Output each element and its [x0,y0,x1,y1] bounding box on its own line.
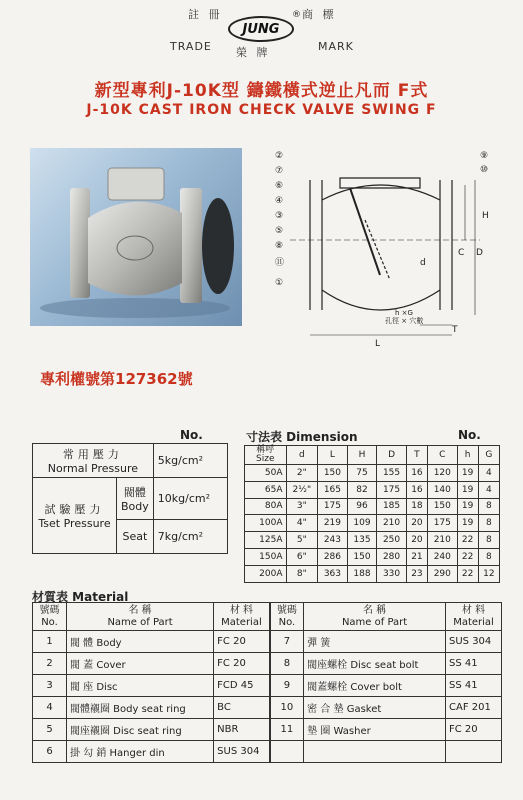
material-header-row [33,603,502,631]
header-H: H [347,446,377,465]
dimension-cell: 109 [347,515,377,532]
dimension-cell: 150 [318,465,348,482]
dim-H: H [482,211,489,221]
dimension-cell: 150 [428,498,458,515]
part-name: 閥 蓋 Cover [67,653,214,675]
dimension-cell: 250 [377,532,407,549]
material-row [33,631,502,653]
part-number: 7 [270,631,304,653]
hdr-mat-left: 材 料 Material [214,603,270,631]
dimension-cell: 4" [286,515,318,532]
material-row [33,675,502,697]
title-english: J-10K CAST IRON CHECK VALVE SWING F [86,102,437,118]
hdr-mat-right: 材 料 Material [446,603,502,631]
callout-5: ⑤ [275,226,284,236]
dimension-cell: 188 [347,565,377,582]
dim-hG: h ×G [395,309,413,317]
part-material: CAF 201 [446,697,502,719]
dimension-cell: 22 [457,532,478,549]
header-L: L [318,446,348,465]
registered-cn: 註 冊 [188,8,223,21]
hdr-no-right: 號碼 No. [270,603,304,631]
callout-3: ③ [275,211,284,221]
size-header: 稱呼 Size [245,446,287,465]
dimension-cell: 240 [428,548,458,565]
size-cell: 125A [245,532,287,549]
dimension-row [245,565,500,582]
seat-label: Seat [117,520,154,554]
dimension-cell: 210 [377,515,407,532]
patent-number: 專利權號第127362號 [40,370,193,388]
dimension-cell: 2" [286,465,318,482]
dimension-cell: 4 [478,465,499,482]
part-material: SUS 304 [214,741,270,763]
part-name: 閥座襯圈 Disc seat ring [67,719,214,741]
callout-8: ⑧ [275,241,284,251]
material-rows [33,631,502,763]
dimension-cell: 175 [428,515,458,532]
dimension-no-label: No. [458,428,481,442]
pressure-table [32,443,228,554]
dimension-table [244,445,500,583]
dimension-cell: 19 [457,465,478,482]
dimension-cell: 75 [347,465,377,482]
dimension-cell: 8" [286,565,318,582]
hdr-name-right: 名 稱 Name of Part [304,603,446,631]
part-name: 密 合 墊 Gasket [304,697,446,719]
dim-hole: 孔徑 × 穴數 [385,317,424,325]
header-T: T [406,446,427,465]
pressure-no-label: No. [180,428,203,442]
callout-2: ② [275,151,284,161]
header-C: C [428,446,458,465]
dimension-cell: 4 [478,481,499,498]
part-number: 10 [270,697,304,719]
dimension-cell: 82 [347,481,377,498]
callout-4: ④ [275,196,284,206]
callout-10: ⑩ [480,165,489,175]
hdr-name-left: 名 稱 Name of Part [67,603,214,631]
dimension-cell: 22 [457,548,478,565]
trademark-cn: 商 標 [302,8,337,21]
dim-d: d [420,258,426,268]
dimension-cell: 12 [478,565,499,582]
header-D: D [377,446,407,465]
part-name: 墊 圈 Washer [304,719,446,741]
dimension-cell: 5" [286,532,318,549]
dimension-cell: 286 [318,548,348,565]
dimension-cell: 135 [347,532,377,549]
dimension-cell: 8 [478,498,499,515]
title-chinese: 新型專利J-10K型 鑄鐵橫式逆止凡而 F式 [94,81,429,101]
dimension-cell: 219 [318,515,348,532]
dimension-cell: 2½" [286,481,318,498]
part-material: NBR [214,719,270,741]
dimension-cell: 19 [457,515,478,532]
part-material [446,741,502,763]
dimension-row [245,498,500,515]
size-cell: 100A [245,515,287,532]
dimension-cell: 185 [377,498,407,515]
dimension-cell: 96 [347,498,377,515]
valve-section-drawing [270,140,510,350]
dimension-cell: 8 [478,515,499,532]
size-cell: 80A [245,498,287,515]
seat-pressure-value: 7kg/cm² [153,520,227,554]
test-pressure-label: 試驗壓力 Tset Pressure [33,478,117,554]
part-material: FC 20 [214,653,270,675]
part-name: 閥 體 Body [67,631,214,653]
dimension-cell: 16 [406,465,427,482]
header-G: G [478,446,499,465]
part-name [304,741,446,763]
part-material: SUS 304 [446,631,502,653]
callout-6: ⑥ [275,181,284,191]
part-number: 6 [33,741,67,763]
trade-label: TRADE [170,40,212,53]
dimension-row [245,532,500,549]
dimension-cell: 363 [318,565,348,582]
part-number [270,741,304,763]
dimension-cell: 8 [478,548,499,565]
part-name: 掛 勾 銷 Hanger din [67,741,214,763]
part-material: BC [214,697,270,719]
part-name: 閥座螺栓 Disc seat bolt [304,653,446,675]
dimension-cell: 175 [377,481,407,498]
part-name: 閥蓋螺栓 Cover bolt [304,675,446,697]
body-label: 閥體 Body [117,478,154,520]
dimension-title: 寸法表 Dimension [246,430,358,444]
dimension-cell: 8 [478,532,499,549]
material-row [33,653,502,675]
dimension-cell: 23 [406,565,427,582]
part-number: 1 [33,631,67,653]
dim-L: L [375,339,381,349]
size-cell: 50A [245,465,287,482]
header-d: d [286,446,318,465]
dimension-row [245,481,500,498]
callout-9: ⑨ [480,151,489,161]
dimension-row [245,465,500,482]
dimension-cell: 16 [406,481,427,498]
callout-1: ① [275,278,284,288]
callout-7: ⑦ [275,166,284,176]
part-number: 5 [33,719,67,741]
brand-cn: 榮 牌 [236,46,271,59]
hdr-no-left: 號碼 No. [33,603,67,631]
dimension-rows [245,465,500,583]
part-material: SS 41 [446,675,502,697]
part-material: FCD 45 [214,675,270,697]
part-number: 11 [270,719,304,741]
dimension-cell: 21 [406,548,427,565]
dimension-cell: 140 [428,481,458,498]
dimension-cell: 210 [428,532,458,549]
dimension-cell: 20 [406,532,427,549]
part-name: 彈 簧 [304,631,446,653]
dimension-cell: 150 [347,548,377,565]
normal-pressure-label: 常用壓力 Normal Pressure [33,444,154,478]
part-number: 4 [33,697,67,719]
dimension-cell: 330 [377,565,407,582]
dimension-row [245,515,500,532]
header-h: h [457,446,478,465]
dim-D: D [476,248,483,258]
dimension-row [245,548,500,565]
part-number: 3 [33,675,67,697]
part-number: 8 [270,653,304,675]
dimension-cell: 22 [457,565,478,582]
material-row [33,697,502,719]
size-cell: 65A [245,481,287,498]
size-cell: 200A [245,565,287,582]
dimension-cell: 19 [457,498,478,515]
material-title: 材質表 Material [32,590,129,604]
dim-T: T [452,325,458,335]
brand-logo: JUNG [228,16,294,42]
part-number: 2 [33,653,67,675]
dimension-cell: 175 [318,498,348,515]
material-row [33,741,502,763]
material-table [32,602,502,763]
part-material: FC 20 [446,719,502,741]
dimension-cell: 243 [318,532,348,549]
mark-label: MARK [318,40,354,53]
part-material: FC 20 [214,631,270,653]
part-material: SS 41 [446,653,502,675]
size-cell: 150A [245,548,287,565]
dimension-cell: 6" [286,548,318,565]
material-row [33,719,502,741]
dimension-cell: 155 [377,465,407,482]
dimension-cell: 18 [406,498,427,515]
dim-C: C [458,248,465,258]
part-number: 9 [270,675,304,697]
dimension-cell: 165 [318,481,348,498]
part-name: 閥 座 Disc [67,675,214,697]
body-pressure-value: 10kg/cm² [153,478,227,520]
dimension-cell: 290 [428,565,458,582]
dimension-cell: 20 [406,515,427,532]
normal-pressure-value: 5kg/cm² [153,444,227,478]
part-name: 閥體襯圈 Body seat ring [67,697,214,719]
dimension-cell: 120 [428,465,458,482]
registered-mark: ® [292,10,301,20]
dimension-cell: 3" [286,498,318,515]
dimension-cell: 280 [377,548,407,565]
callout-11: ⑪ [275,258,285,268]
valve-photo [30,148,242,326]
dimension-header-row [245,446,500,465]
dimension-cell: 19 [457,481,478,498]
